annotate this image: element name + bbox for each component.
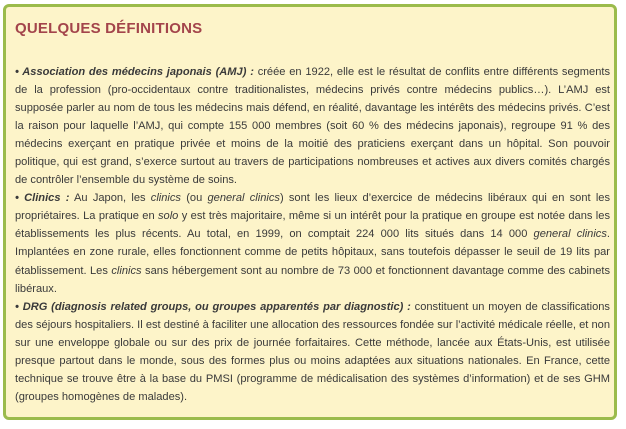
italic-term: general clinics bbox=[207, 192, 280, 205]
italic-term: clinics bbox=[111, 264, 142, 277]
definition-text: constituent un moyen de classifications des séjours hospitaliers. Il est destiné à faciliter une allocation des ressources fondée sur l’activité médicale réelle, et non sur une enveloppe globale ou sur des prix de journée forfaitaires. Cette méthode, lancée aux États-Unis, est utilisée presque partout dans le monde, sous des formes plus ou moins adaptées aux situations nationales. En France, cette technique se trouve être à la base du PMSI (programme de médicalisation des systèmes d’information) et de ses GHM (groupes homogènes de malades). bbox=[15, 300, 610, 403]
italic-term: general clinics bbox=[533, 228, 607, 241]
italic-term: solo bbox=[158, 210, 179, 223]
definition-text: . Implantées en zone rurale, elles fonctionnent comme de petits hôpitaux, sans toutefois dépasser le seuil de 19 lits par établissement. Les bbox=[15, 228, 610, 277]
italic-term: clinics bbox=[150, 192, 181, 205]
definition-text: ) sont les lieux d’exercice de médecins libéraux qui en sont les propriétaires. La pratique en bbox=[15, 192, 610, 223]
definition-text: y est très majoritaire, même si un intérêt pour la pratique en groupe est notée dans les établissements les plus récents. Au total, en 1999, on comptait 224 000 lits situés dans 14 000 bbox=[15, 210, 610, 241]
definition-text: Au Japon, les bbox=[69, 192, 151, 205]
definition-term: • Clinics : bbox=[15, 192, 70, 205]
box-title: QUELQUES DÉFINITIONS bbox=[15, 20, 203, 37]
definition-amj bbox=[15, 63, 610, 189]
definition-text: créée en 1922, elle est le résultat de conflits entre différents segments de la profession (pro-occidentaux contre traditionalistes, médecins privés contre médecins publics…). L’AMJ est supposée parler au nom de tous les médecins mais défend, en réalité, davantage les intérêts des médecins privés. C’est la raison pour laquelle l’AMJ, qui compte 155 000 membres (soit 60 % des médecins japonais), regroupe 91 % des médecins exerçant en pratique privée et moins de la moitié des praticiens exerçant dans un hôpital. Son pouvoir politique, qui est grand, s’exerce surtout au travers de participations nombreuses et actives aux divers comités chargés de contrôler l’ensemble du système de soins. bbox=[15, 66, 610, 187]
definition-term: • DRG (diagnosis related groups, ou groupes apparentés par diagnostic) : bbox=[15, 300, 411, 313]
definitions-list bbox=[15, 63, 610, 406]
definition-drg bbox=[15, 298, 610, 406]
definition-clinics bbox=[15, 189, 610, 297]
definition-text: (ou bbox=[180, 192, 208, 205]
definition-term: • Association des médecins japonais (AMJ) : bbox=[15, 66, 254, 78]
definition-text: sans hébergement sont au nombre de 73 000 et fonctionnent davantage comme des cabinets libéraux. bbox=[15, 264, 610, 295]
